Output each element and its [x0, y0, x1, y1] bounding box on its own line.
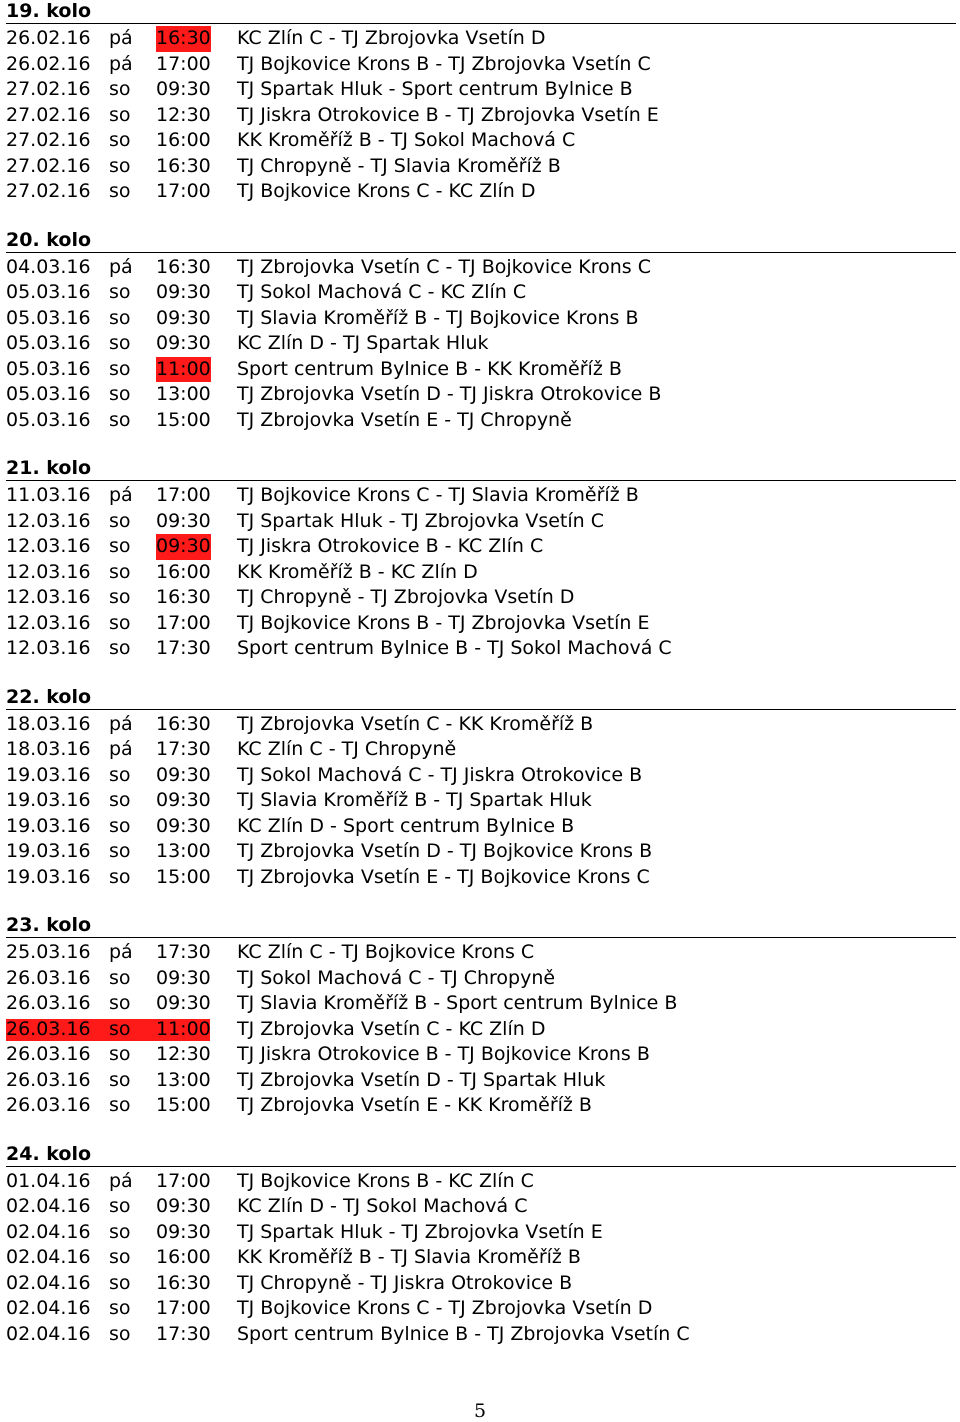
match-day: so — [109, 1195, 131, 1217]
match-time: 09:30 — [156, 763, 211, 786]
match-time: 12:30 — [156, 103, 211, 126]
match-teams: TJ Slavia Kroměříž B - TJ Bojkovice Krons B — [237, 306, 639, 329]
match-row — [6, 1296, 956, 1322]
match-teams: TJ Sokol Machová C - KC Zlín C — [237, 281, 527, 303]
round-section — [6, 0, 956, 205]
match-day: so — [109, 586, 131, 608]
match-date: 26.03.16 — [6, 1017, 91, 1040]
match-date: 18.03.16 — [6, 712, 91, 735]
match-time: 11:00 — [156, 357, 211, 383]
match-row — [6, 306, 956, 332]
match-time: 17:30 — [156, 1322, 211, 1345]
match-date: 19.03.16 — [6, 840, 91, 862]
match-date: 02.04.16 — [6, 1322, 91, 1345]
match-time: 09:30 — [156, 281, 211, 303]
round-title: 24. kolo — [6, 1143, 956, 1167]
match-time: 17:00 — [156, 611, 211, 634]
match-time: 15:00 — [156, 1094, 211, 1116]
match-day: pá — [109, 738, 133, 760]
match-time: 16:00 — [156, 1246, 211, 1268]
match-time: 17:30 — [156, 637, 211, 659]
match-row — [6, 331, 956, 357]
match-time: 09:30 — [156, 814, 211, 837]
match-time: 16:30 — [156, 1271, 211, 1294]
match-row — [6, 255, 956, 281]
match-day: so — [109, 180, 131, 202]
match-time: 12:30 — [156, 1043, 211, 1065]
match-row — [6, 1271, 956, 1297]
match-teams: TJ Spartak Hluk - Sport centrum Bylnice B — [237, 78, 633, 100]
match-date: 05.03.16 — [6, 306, 91, 329]
match-date: 19.03.16 — [6, 814, 91, 837]
match-date: 12.03.16 — [6, 611, 91, 634]
match-date: 19.03.16 — [6, 789, 91, 811]
match-row — [6, 52, 956, 78]
match-teams: KC Zlín C - TJ Chropyně — [237, 738, 457, 760]
match-row — [6, 179, 956, 205]
match-day: so — [109, 637, 131, 659]
match-day: so — [109, 154, 131, 177]
match-teams: TJ Bojkovice Krons C - TJ Slavia Kroměříž B — [237, 484, 639, 506]
match-date: 27.02.16 — [6, 78, 91, 100]
match-date: 02.04.16 — [6, 1195, 91, 1217]
match-teams: KC Zlín D - TJ Spartak Hluk — [237, 332, 489, 354]
match-time: 15:00 — [156, 408, 211, 431]
match-teams: TJ Bojkovice Krons C - TJ Zbrojovka Vsetín D — [237, 1297, 653, 1319]
match-day: so — [109, 1246, 131, 1268]
round-section — [6, 457, 956, 662]
match-time: 16:00 — [156, 129, 211, 151]
round-section — [6, 686, 956, 891]
match-date: 26.03.16 — [6, 1043, 91, 1065]
match-day: so — [109, 966, 131, 989]
match-day: so — [109, 103, 131, 126]
match-day: so — [109, 535, 131, 557]
match-time: 09:30 — [156, 78, 211, 100]
match-day: pá — [109, 712, 133, 735]
round-section — [6, 1143, 956, 1348]
match-row — [6, 585, 956, 611]
match-day: so — [109, 306, 131, 329]
match-time: 09:30 — [156, 966, 211, 989]
match-teams: TJ Zbrojovka Vsetín E - KK Kroměříž B — [237, 1094, 592, 1116]
round-title: 23. kolo — [6, 914, 956, 938]
match-date: 02.04.16 — [6, 1246, 91, 1268]
match-day: so — [109, 509, 131, 532]
match-time: 09:30 — [156, 789, 211, 811]
match-date: 01.04.16 — [6, 1169, 91, 1192]
match-time: 13:00 — [156, 383, 211, 405]
match-time: 17:00 — [156, 180, 211, 202]
match-time: 17:00 — [156, 1169, 211, 1192]
round-title: 21. kolo — [6, 457, 956, 481]
match-date: 12.03.16 — [6, 586, 91, 608]
match-day: so — [109, 1094, 131, 1116]
match-date: 04.03.16 — [6, 255, 91, 278]
match-day: pá — [109, 941, 133, 963]
match-row — [6, 26, 956, 52]
match-date: 26.02.16 — [6, 52, 91, 75]
match-row — [6, 1042, 956, 1068]
match-date: 25.03.16 — [6, 941, 91, 963]
match-row — [6, 1017, 956, 1043]
match-date: 27.02.16 — [6, 180, 91, 202]
match-teams: TJ Zbrojovka Vsetín E - TJ Chropyně — [237, 408, 572, 431]
match-row — [6, 788, 956, 814]
match-date: 26.03.16 — [6, 1068, 91, 1091]
match-time: 16:30 — [156, 255, 211, 278]
round-section — [6, 914, 956, 1119]
match-time: 09:30 — [156, 1220, 211, 1243]
page-number: 5 — [473, 1400, 487, 1422]
match-day: so — [109, 763, 131, 786]
match-row — [6, 1169, 956, 1195]
match-teams: KK Kroměříž B - KC Zlín D — [237, 560, 478, 583]
match-time: 09:30 — [156, 306, 211, 329]
round-title: 20. kolo — [6, 229, 956, 253]
match-day: so — [109, 408, 131, 431]
match-time: 09:30 — [156, 1195, 211, 1217]
match-day: so — [109, 281, 131, 303]
match-time: 13:00 — [156, 1068, 211, 1091]
match-teams: TJ Bojkovice Krons B - KC Zlín C — [237, 1169, 534, 1192]
match-teams: KC Zlín C - TJ Bojkovice Krons C — [237, 941, 535, 963]
match-row — [6, 966, 956, 992]
match-day: so — [109, 129, 131, 151]
match-teams: KK Kroměříž B - TJ Slavia Kroměříž B — [237, 1246, 581, 1268]
match-teams: KC Zlín D - TJ Sokol Machová C — [237, 1195, 528, 1217]
match-row — [6, 408, 956, 434]
match-time: 16:30 — [156, 712, 211, 735]
match-teams: TJ Zbrojovka Vsetín D - TJ Bojkovice Krons B — [237, 840, 653, 862]
match-row — [6, 128, 956, 154]
match-day: so — [109, 1297, 131, 1319]
match-teams: TJ Chropyně - TJ Jiskra Otrokovice B — [237, 1271, 573, 1294]
match-teams: TJ Bojkovice Krons B - TJ Zbrojovka Vsetín E — [237, 611, 650, 634]
match-row — [6, 77, 956, 103]
match-teams: TJ Jiskra Otrokovice B - TJ Bojkovice Krons B — [237, 1043, 650, 1065]
match-date: 05.03.16 — [6, 357, 91, 380]
match-teams: KC Zlín D - Sport centrum Bylnice B — [237, 814, 575, 837]
match-time: 15:00 — [156, 865, 211, 888]
match-time: 16:00 — [156, 560, 211, 583]
match-day: pá — [109, 27, 133, 49]
match-day: so — [109, 865, 131, 888]
match-teams: TJ Spartak Hluk - TJ Zbrojovka Vsetín E — [237, 1220, 603, 1243]
match-day: so — [109, 560, 131, 583]
match-date: 02.04.16 — [6, 1220, 91, 1243]
match-time: 09:30 — [156, 509, 211, 532]
match-day: so — [109, 1043, 131, 1065]
match-row — [6, 1322, 956, 1348]
match-row — [6, 103, 956, 129]
match-day: so — [109, 1068, 131, 1091]
match-day: pá — [109, 52, 133, 75]
match-time: 17:30 — [156, 738, 211, 760]
match-teams: TJ Zbrojovka Vsetín D - TJ Jiskra Otrokovice B — [237, 383, 662, 405]
match-day: pá — [109, 484, 133, 506]
match-row — [6, 763, 956, 789]
match-teams: TJ Sokol Machová C - TJ Jiskra Otrokovice B — [237, 763, 643, 786]
match-teams: TJ Zbrojovka Vsetín C - KC Zlín D — [237, 1017, 546, 1040]
match-teams: TJ Zbrojovka Vsetín C - KK Kroměříž B — [237, 712, 594, 735]
match-date: 05.03.16 — [6, 332, 91, 354]
match-date: 12.03.16 — [6, 560, 91, 583]
match-row — [6, 611, 956, 637]
match-date: 26.02.16 — [6, 27, 91, 49]
match-teams: TJ Chropyně - TJ Slavia Kroměříž B — [237, 154, 561, 177]
match-row — [6, 534, 956, 560]
match-day: pá — [109, 1169, 133, 1192]
match-time: 16:30 — [156, 154, 211, 177]
match-row — [6, 154, 956, 180]
match-teams: TJ Slavia Kroměříž B - Sport centrum Bylnice B — [237, 992, 678, 1014]
match-date: 05.03.16 — [6, 383, 91, 405]
match-teams: TJ Zbrojovka Vsetín D - TJ Spartak Hluk — [237, 1068, 606, 1091]
match-day: so — [109, 992, 131, 1014]
match-teams: TJ Chropyně - TJ Zbrojovka Vsetín D — [237, 586, 575, 608]
match-row — [6, 712, 956, 738]
round-section — [6, 229, 956, 434]
match-teams: TJ Jiskra Otrokovice B - TJ Zbrojovka Vsetín E — [237, 103, 659, 126]
match-date: 05.03.16 — [6, 281, 91, 303]
match-date: 05.03.16 — [6, 408, 91, 431]
match-date: 27.02.16 — [6, 154, 91, 177]
match-date: 26.03.16 — [6, 1094, 91, 1116]
match-date: 27.02.16 — [6, 103, 91, 126]
match-day: so — [109, 383, 131, 405]
match-teams: TJ Spartak Hluk - TJ Zbrojovka Vsetín C — [237, 509, 605, 532]
match-date: 18.03.16 — [6, 738, 91, 760]
match-day: so — [109, 78, 131, 100]
match-day: pá — [109, 255, 133, 278]
match-time: 09:30 — [156, 332, 211, 354]
match-time: 13:00 — [156, 840, 211, 862]
match-teams: KK Kroměříž B - TJ Sokol Machová C — [237, 129, 576, 151]
match-day: so — [109, 840, 131, 862]
match-row — [6, 1220, 956, 1246]
match-teams: KC Zlín C - TJ Zbrojovka Vsetín D — [237, 27, 546, 49]
round-title: 19. kolo — [6, 0, 956, 24]
match-row — [6, 940, 956, 966]
match-date: 19.03.16 — [6, 763, 91, 786]
match-schedule — [6, 0, 956, 1371]
match-date: 02.04.16 — [6, 1271, 91, 1294]
match-date: 26.03.16 — [6, 966, 91, 989]
match-row — [6, 483, 956, 509]
match-row — [6, 839, 956, 865]
match-row — [6, 737, 956, 763]
match-date: 19.03.16 — [6, 865, 91, 888]
match-day: so — [109, 1322, 131, 1345]
match-date: 02.04.16 — [6, 1297, 91, 1319]
match-teams: Sport centrum Bylnice B - KK Kroměříž B — [237, 357, 622, 380]
match-row — [6, 1068, 956, 1094]
match-time: 17:30 — [156, 941, 211, 963]
round-title: 22. kolo — [6, 686, 956, 710]
match-day: so — [109, 789, 131, 811]
match-date: 11.03.16 — [6, 484, 91, 506]
match-day: so — [109, 1271, 131, 1294]
match-teams: TJ Zbrojovka Vsetín C - TJ Bojkovice Krons C — [237, 255, 652, 278]
match-row — [6, 814, 956, 840]
match-day: so — [109, 357, 131, 380]
match-day: so — [109, 611, 131, 634]
match-date: 12.03.16 — [6, 535, 91, 557]
match-day: so — [109, 814, 131, 837]
match-row — [6, 357, 956, 383]
match-row — [6, 1093, 956, 1119]
match-time: 16:30 — [156, 26, 211, 52]
match-row — [6, 382, 956, 408]
match-teams: TJ Zbrojovka Vsetín E - TJ Bojkovice Krons C — [237, 865, 650, 888]
match-teams: TJ Slavia Kroměříž B - TJ Spartak Hluk — [237, 789, 592, 811]
match-date: 27.02.16 — [6, 129, 91, 151]
match-row — [6, 509, 956, 535]
match-time: 16:30 — [156, 586, 211, 608]
match-row — [6, 560, 956, 586]
match-time: 17:00 — [156, 484, 211, 506]
match-teams: Sport centrum Bylnice B - TJ Sokol Machová C — [237, 637, 672, 659]
match-row — [6, 636, 956, 662]
match-row — [6, 280, 956, 306]
match-teams: TJ Sokol Machová C - TJ Chropyně — [237, 966, 556, 989]
match-date: 12.03.16 — [6, 509, 91, 532]
match-row — [6, 991, 956, 1017]
match-time: 17:00 — [156, 1297, 211, 1319]
match-teams: TJ Jiskra Otrokovice B - KC Zlín C — [237, 535, 544, 557]
match-teams: TJ Bojkovice Krons C - KC Zlín D — [237, 180, 536, 202]
match-time: 11:00 — [156, 1017, 211, 1040]
match-row — [6, 865, 956, 891]
match-time: 17:00 — [156, 52, 211, 75]
match-teams: Sport centrum Bylnice B - TJ Zbrojovka Vsetín C — [237, 1322, 690, 1345]
match-teams: TJ Bojkovice Krons B - TJ Zbrojovka Vsetín C — [237, 52, 651, 75]
match-row — [6, 1245, 956, 1271]
match-row — [6, 1194, 956, 1220]
match-time: 09:30 — [156, 534, 211, 560]
match-day: so — [109, 1220, 131, 1243]
match-date: 26.03.16 — [6, 992, 91, 1014]
match-time: 09:30 — [156, 992, 211, 1014]
match-date: 12.03.16 — [6, 637, 91, 659]
match-day: so — [109, 1017, 131, 1040]
match-day: so — [109, 332, 131, 354]
